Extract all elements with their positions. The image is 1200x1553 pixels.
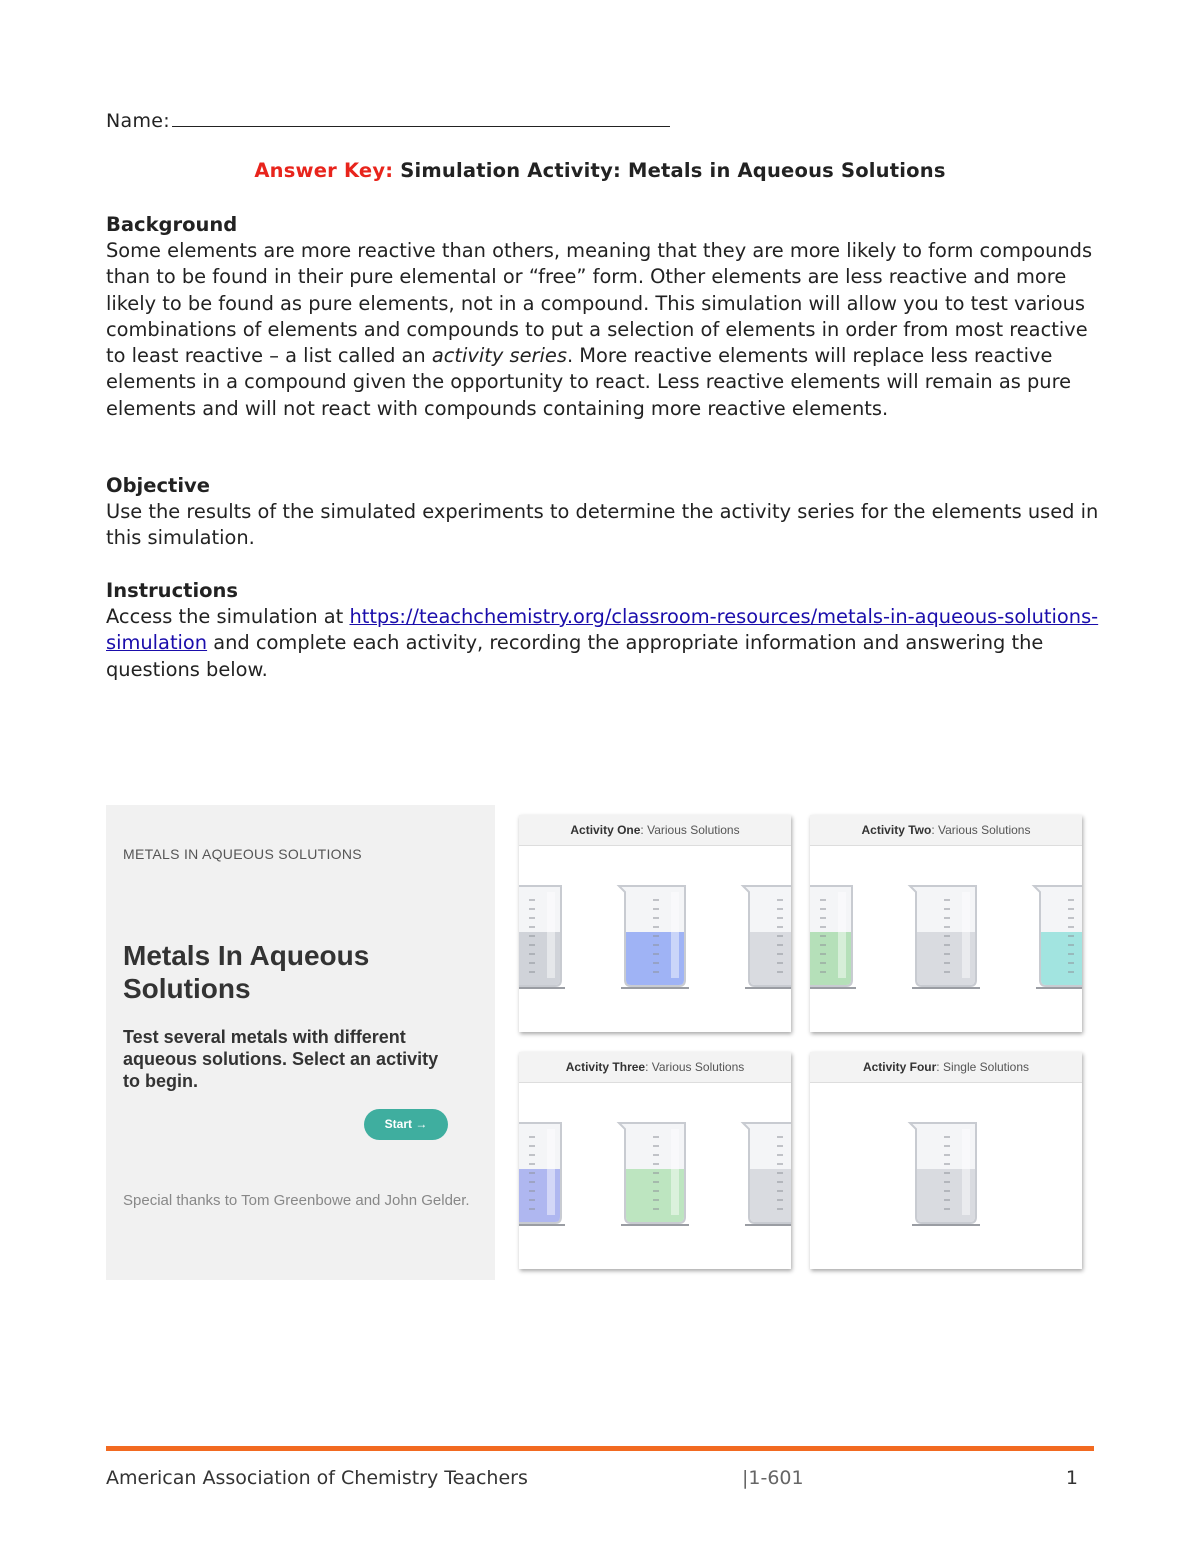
activity-description: : Single Solutions <box>936 1060 1030 1074</box>
activity-card-header <box>810 815 1082 846</box>
background-paragraph <box>106 238 1106 422</box>
instructions-paragraph <box>106 604 1106 683</box>
beaker-icon <box>619 1123 689 1225</box>
instructions-text-1: Access the simulation at <box>106 605 350 628</box>
background-section <box>106 212 1106 422</box>
beaker-icon <box>910 1123 980 1225</box>
footer-code: |1-601 <box>742 1467 804 1489</box>
activity-card-two[interactable] <box>810 815 1082 1032</box>
objective-paragraph: Use the results of the simulated experiments to determine the activity series for the elements used in this simulation. <box>106 500 1099 550</box>
instructions-text-2: and complete each activity, recording the appropriate information and answering the questions below. <box>106 631 1044 681</box>
activity-name: Activity Three <box>565 1060 646 1074</box>
beaker-illustration <box>519 1083 791 1269</box>
name-label: Name: <box>106 110 170 132</box>
activity-card-four[interactable] <box>810 1052 1082 1269</box>
background-heading: Background <box>106 213 238 236</box>
background-text-1: Some elements are more reactive than others, meaning that they are more likely to form compounds than to be found in their pure elemental or “free” form. Other elements are less reactive and more likely to be found as pure elements, not in a compound. This simulation will allow you to test various combinations of elements and compounds to put a selection of elements in order from most reactive to least reactive – a list called an <box>106 239 1093 368</box>
start-button[interactable]: Start → <box>364 1109 448 1140</box>
activity-name: Activity One <box>570 823 641 837</box>
beaker-illustration <box>519 846 791 1032</box>
simulation-kicker: METALS IN AQUEOUS SOLUTIONS <box>123 846 362 862</box>
beaker-icon <box>1034 886 1082 988</box>
activity-description: : Various Solutions <box>640 823 740 837</box>
footer-organization: American Association of Chemistry Teachers <box>106 1467 528 1489</box>
beaker-icon <box>519 1123 565 1225</box>
activity-card-one[interactable] <box>519 815 791 1032</box>
page-number: 1 <box>1065 1467 1078 1489</box>
answer-key-label: Answer Key: <box>254 159 394 182</box>
beaker-icon <box>743 1123 791 1225</box>
beaker-icon <box>619 886 689 988</box>
name-blank-line[interactable] <box>172 108 670 127</box>
beaker-icon <box>743 886 791 988</box>
activity-description: : Various Solutions <box>931 823 1031 837</box>
page-title <box>0 159 1200 182</box>
beaker-illustration <box>810 846 1082 1032</box>
beaker-illustration <box>810 1083 1082 1269</box>
simulation-credits: Special thanks to Tom Greenbowe and John Gelder. <box>123 1192 470 1209</box>
beaker-icon <box>910 886 980 988</box>
footer-rule <box>106 1446 1094 1451</box>
title-text: Simulation Activity: Metals in Aqueous Solutions <box>393 159 946 182</box>
beaker-icon <box>810 886 856 988</box>
beaker-icon <box>519 886 565 988</box>
objective-heading: Objective <box>106 474 210 497</box>
simulation-intro-panel <box>106 805 495 1280</box>
simulation-title: Metals In Aqueous Solutions <box>123 940 370 1004</box>
activity-card-header <box>519 1052 791 1083</box>
background-text-2: . More reactive elements will replace less reactive elements in a compound given the opportunity to react. Less reactive elements will remain as pure elements and will not react with compounds containing more reactive elements. <box>106 344 1072 420</box>
activity-description: : Various Solutions <box>645 1060 745 1074</box>
background-italic-term: activity series <box>431 344 567 368</box>
simulation-subtitle: Test several metals with different aqueous solutions. Select an activity to begin. <box>123 1027 439 1091</box>
activity-name: Activity Two <box>861 823 932 837</box>
objective-section <box>106 473 1106 552</box>
activity-card-header <box>519 815 791 846</box>
instructions-heading: Instructions <box>106 579 239 602</box>
name-field <box>106 108 670 132</box>
simulation-link[interactable]: https://teachchemistry.org/classroom-resources/metals-in-aqueous-solutions-simulation <box>106 605 1099 655</box>
activity-name: Activity Four <box>862 1060 937 1074</box>
activity-card-three[interactable] <box>519 1052 791 1269</box>
instructions-section <box>106 578 1106 683</box>
activity-card-header <box>810 1052 1082 1083</box>
